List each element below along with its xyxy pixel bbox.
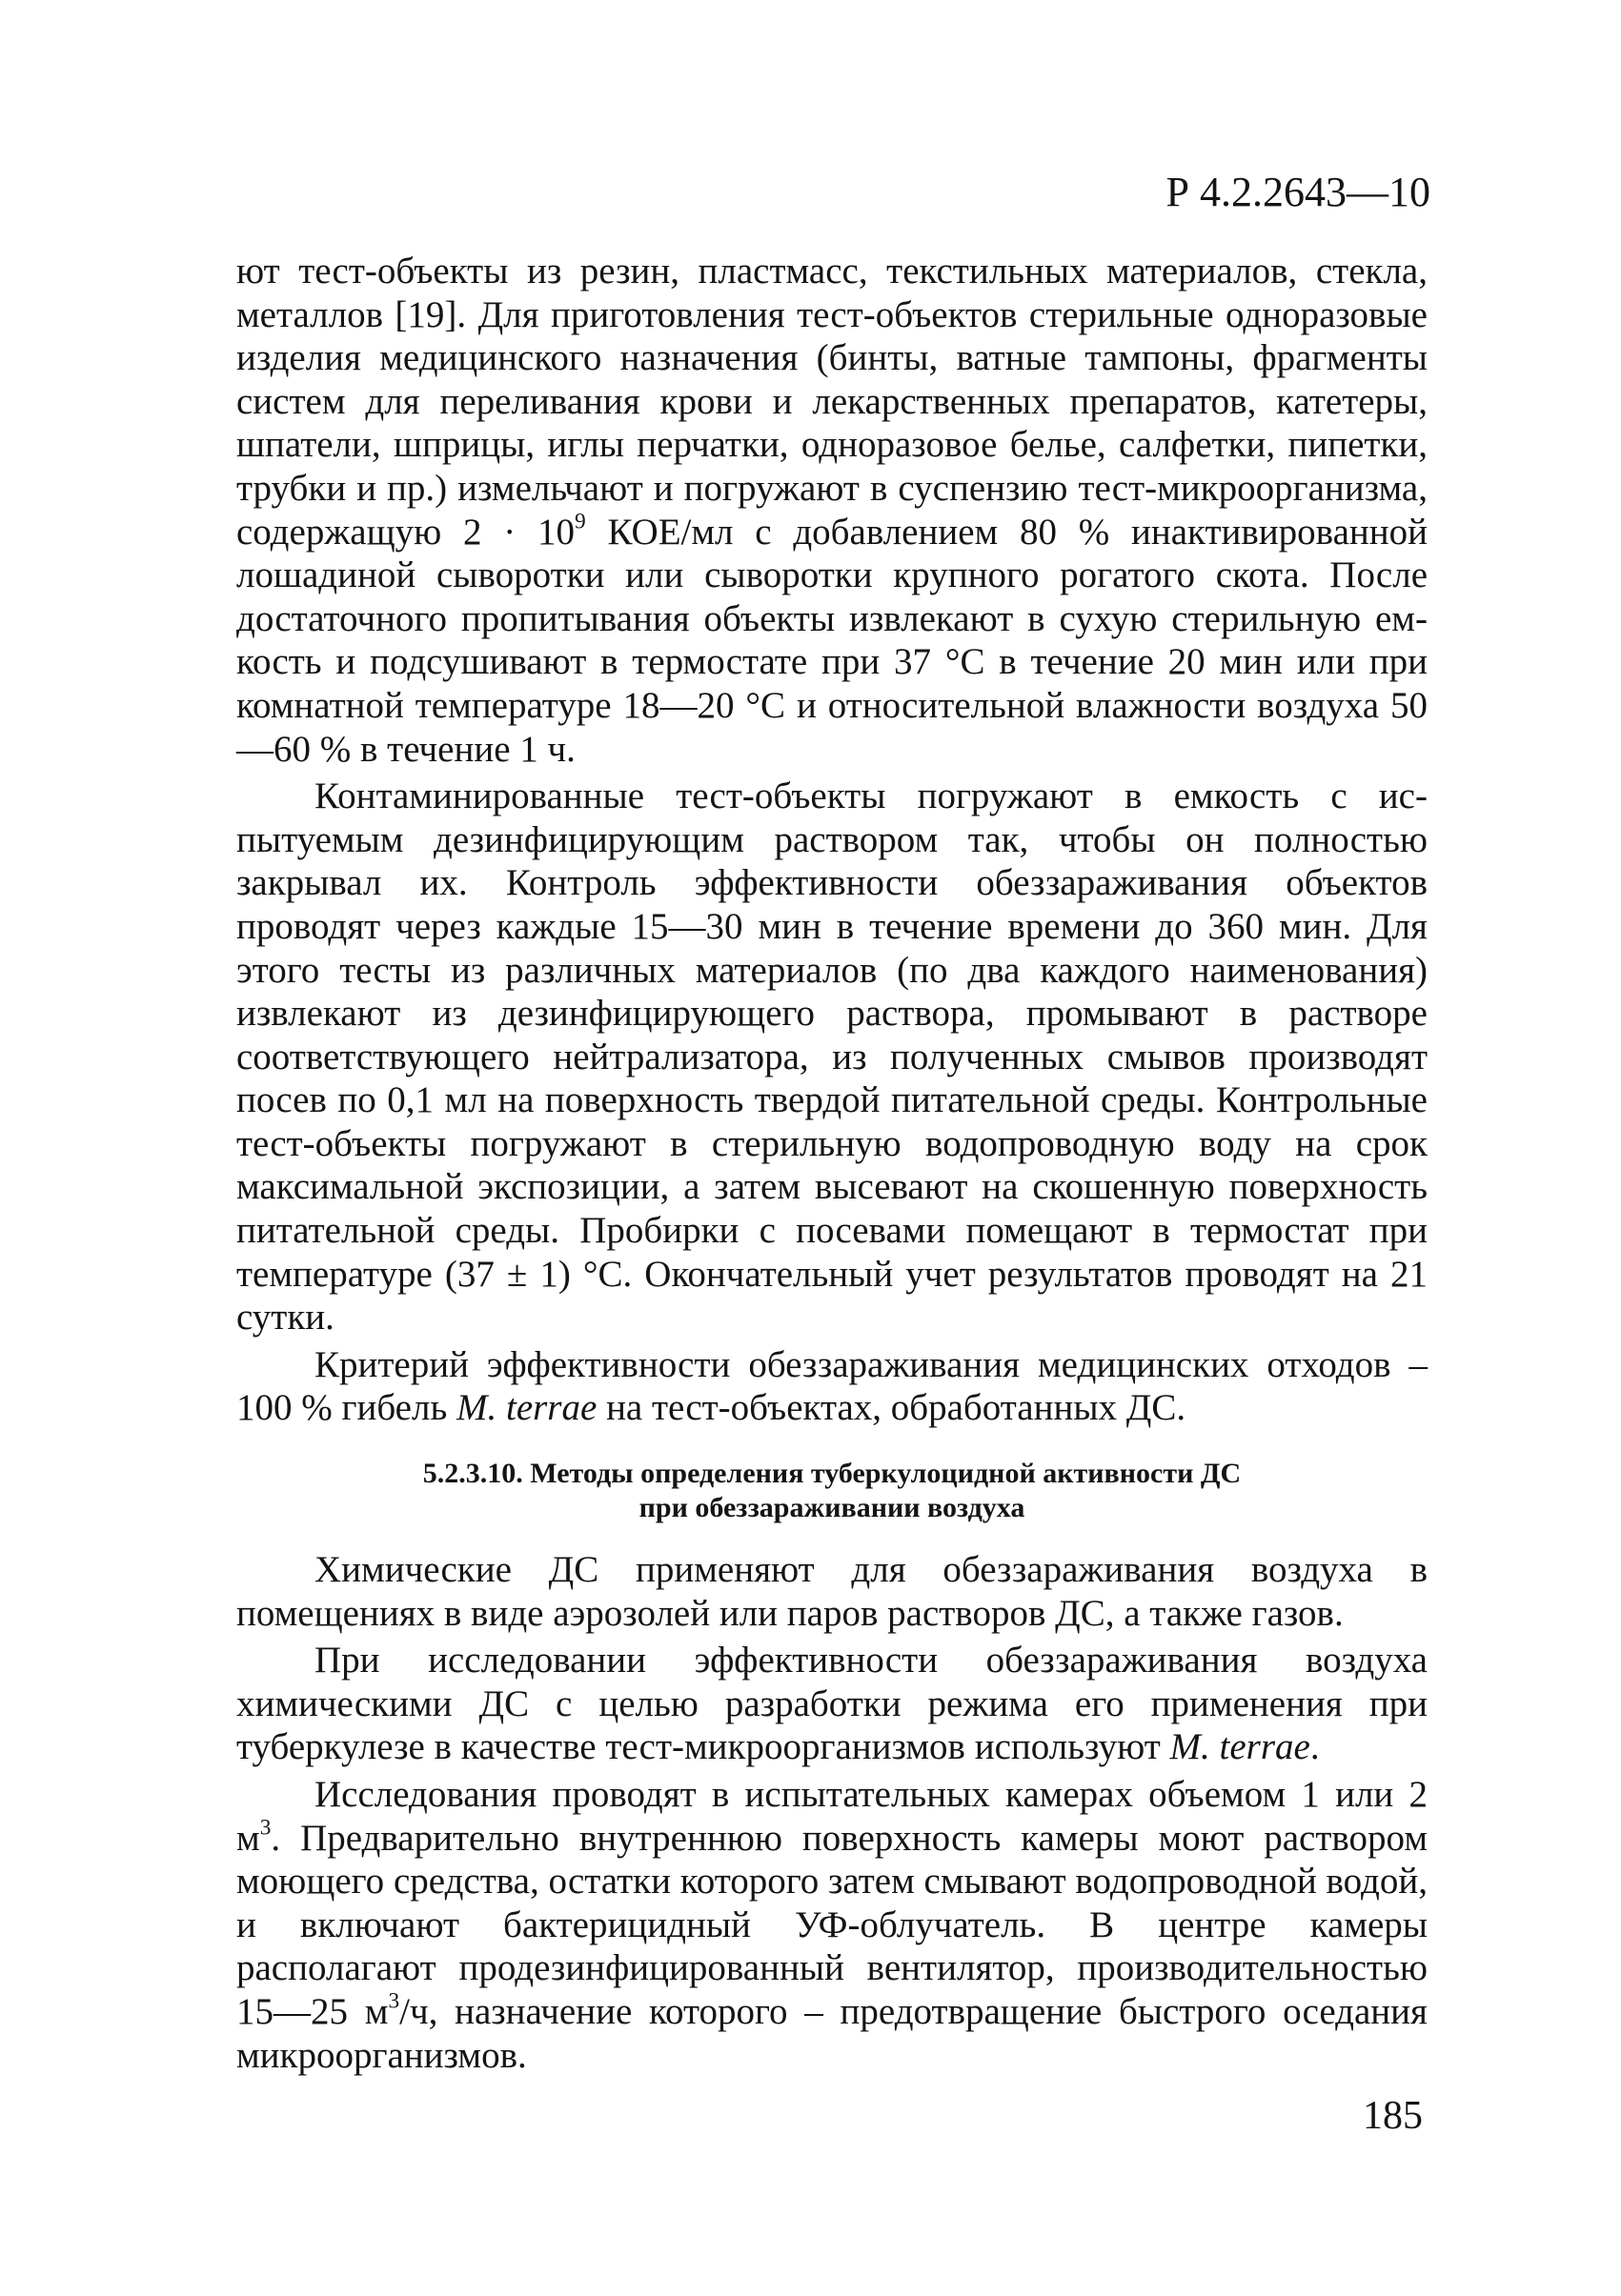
paragraph-5-text-b: . (1309, 1726, 1320, 1768)
paragraph-3-text-a: Критерий эффективности обеззараживания медицинских отходов – 100 % гибель (236, 1343, 1428, 1429)
paragraph-4: Химические ДС применяют для обеззараживания воздуха в помещениях в виде аэрозолей или паров растворов ДС, а также газов. (236, 1549, 1428, 1634)
paragraph-3-text-b: на тест-объектах, обработанных ДС. (597, 1387, 1186, 1429)
paragraph-1 (236, 250, 1428, 771)
page-number: 185 (1363, 2094, 1423, 2138)
paragraph-1-superscript: 9 (575, 509, 586, 534)
paragraph-5-species: M. terrae (1169, 1726, 1310, 1768)
paragraph-1-text-a: ют тест-объекты из резин, пластмасс, текстильных материалов, стекла, металлов [19]. Для приготовления тест-объектов стерильные одноразовые изделия медицинского назначения (бинты, ватные тампоны, фрагменты систем для переливания крови и лекарственных препаратов, катетеры, шпатели, шприцы, иглы перчатки, одноразовое белье, салфетки, пипетки, трубки и пр.) измельчают и погружают в суспензию тест-микроорганизма, содержащую 2 · 10 (236, 251, 1428, 553)
paragraph-6-superscript-1: 3 (259, 1815, 272, 1841)
section-heading (236, 1457, 1428, 1525)
paragraph-6-text-c: /ч, назначение которого – предотвращение быстрого оседания микроорганизмов. (236, 1990, 1428, 2076)
paragraph-3-species: M. terrae (456, 1387, 598, 1429)
document-code: Р 4.2.2643—10 (1165, 169, 1430, 215)
paragraph-5-text-a: При исследовании эффективности обеззараживания воздуха химическими ДС с целью разработки режима его применения при туберкулезе в качестве тест-микроорганизмов используют (236, 1640, 1428, 1768)
paragraph-6 (236, 1773, 1428, 2077)
body-text (236, 250, 1428, 2077)
paragraph-1-text-b: КОЕ/мл с добавлением 80 % инактивированной лошадиной сыворотки или сыворотки крупного рогатого скота. После достаточного пропитывания объекты извлекают в сухую стерильную емкость и подсушивают в термостате при 37 °С в течение 20 мин или при комнатной температуре 18—20 °С и относительной влажности воздуха 50—60 % в течение 1 ч. (236, 511, 1428, 770)
paragraph-6-superscript-2: 3 (388, 1988, 400, 2014)
paragraph-3 (236, 1343, 1428, 1430)
section-heading-line-1: 5.2.3.10. Методы определения туберкулоцидной активности ДС (422, 1458, 1242, 1490)
paragraph-5 (236, 1639, 1428, 1769)
section-heading-line-2: при обеззараживании воздуха (638, 1492, 1025, 1524)
paragraph-6-text-a: Исследования проводят в испытательных камерах объемом 1 или 2 м (236, 1774, 1428, 1859)
paragraph-2: Контаминированные тест-объекты погружают в емкость с испытуемым дезинфицирующим раствором так, чтобы он полностью закрывал их. Контроль эффективности обеззараживания объектов проводят через каждые 15—30 мин в течение времени до 360 мин. Для этого тесты из различных материалов (по два каждого наименования) извлекают из дезинфицирующего раствора, промывают в растворе соответствующего нейтрализатора, из полученных смывов производят посев по 0,1 мл на поверхность твердой питательной среды. Контрольные тест-объекты погружают в стерильную водопроводную воду на срок максимальной экспозиции, а затем высевают на скошенную поверхность питательной среды. Пробирки с посевами помещают в термостат при температуре (37 ± 1) °С. Окончательный учет результатов проводят на 21 сутки. (236, 775, 1428, 1339)
paragraph-6-text-b: . Предварительно внутреннюю поверхность камеры моют раствором моющего средства, остатки которого затем смывают водопроводной водой, и включают бактерицидный УФ-облучатель. В центре камеры располагают продезинфицированный вентилятор, производительностью 15—25 м (236, 1817, 1428, 2032)
